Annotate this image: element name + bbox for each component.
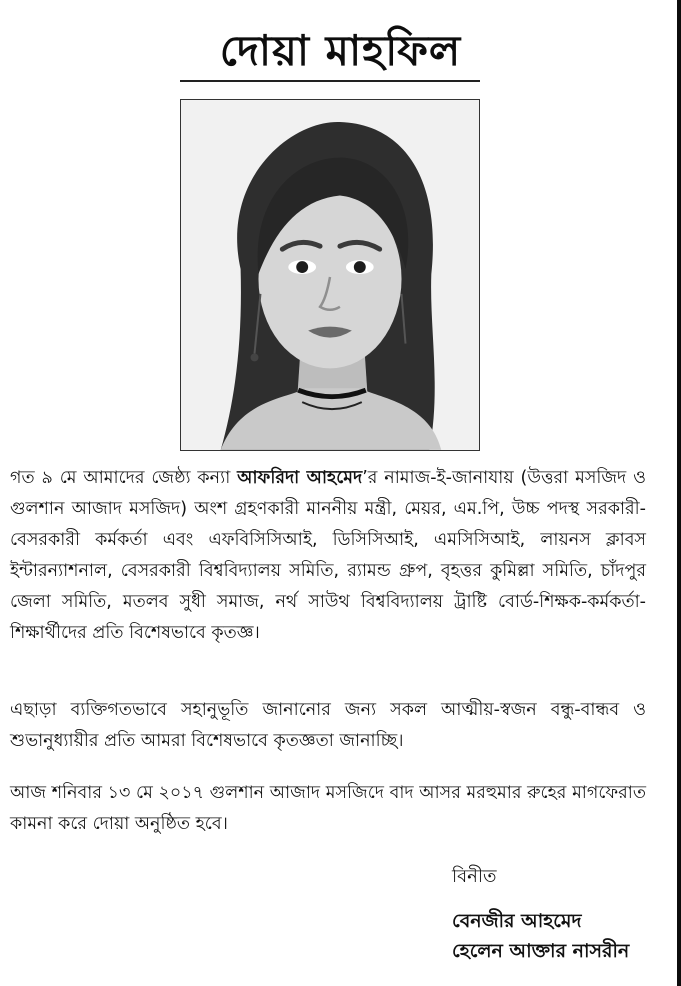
signatory-name: বেনজীর আহমেদ	[452, 910, 582, 932]
portrait-illustration	[181, 100, 479, 450]
acknowledgement-paragraph	[10, 463, 646, 695]
signature-block	[452, 862, 662, 966]
title-underline	[180, 80, 480, 82]
notice-body	[10, 463, 646, 840]
notice-title: দোয়া মাহফিল	[219, 26, 462, 75]
prayer-announcement-paragraph: আজ শনিবার ১৩ মে ২০১৭ গুলশান আজাদ মসজিদে বাদ আসর মরহুমার রুহের মাগফেরাত কামনা করে দোয়া অনুষ্ঠিত হবে।	[10, 783, 646, 834]
gratitude-paragraph: এছাড়া ব্যক্তিগতভাবে সহানুভূতি জানানোর জন্য সকল আত্মীয়-স্বজন বন্ধু-বান্ধব ও শুভানুধ্যায়ীর প্রতি আমরা বিশেষভাবে কৃতজ্ঞতা জানাচ্ছি।	[10, 700, 646, 751]
signatory-name: হেলেন আক্তার নাসরীন	[452, 940, 630, 962]
deceased-name: আফরিদা আহমেদ	[237, 468, 363, 488]
paragraph-text-start: গত ৯ মে আমাদের জেষ্ঠ্য কন্যা	[10, 468, 238, 488]
portrait-photo	[180, 99, 480, 451]
paragraph-text-end: ’র নামাজ-ই-জানাযায় (উত্তরা মসজিদ ও গুলশান আজাদ মসজিদ) অংশ গ্রহণকারী মাননীয় মন্ত্রী, মেয়র, এম.পি, উচ্চ পদস্থ সরকারী-বেসরকারী কর্মকর্তা এবং এফবিসিসিআই, ডিসিসিআই, এমসিসিআই, লায়নস ক্লাবস ইন্টারন্যাশনাল, বেসরকারী বিশ্ববিদ্যালয় সমিতি, র‍্যামন্ড গ্রুপ, বৃহত্তর কুমিল্লা সমিতি, চাঁদপুর জেলা সমিতি, মতলব সুধী সমাজ, নর্থ সাউথ বিশ্ববিদ্যালয় ট্রাষ্টি বোর্ড-শিক্ষক-কর্মকর্তা-শিক্ষার্থীদের প্রতি বিশেষভাবে কৃতজ্ঞ।	[10, 468, 646, 643]
signature-label: বিনীত	[452, 866, 497, 887]
